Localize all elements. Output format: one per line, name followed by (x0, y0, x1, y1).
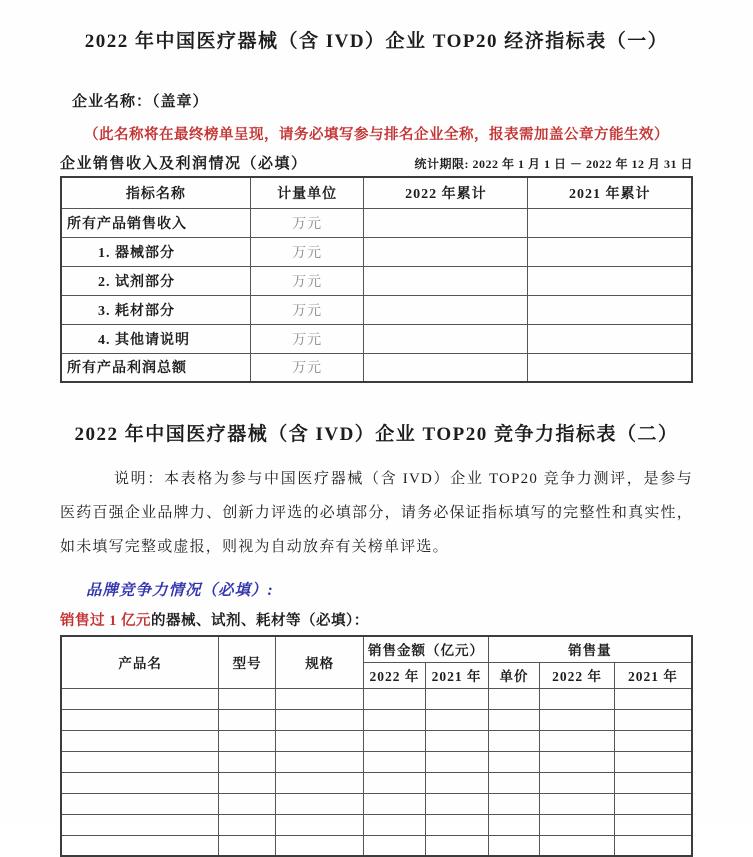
unit-price-cell (488, 835, 540, 856)
volume-2021-cell (614, 814, 692, 835)
product-name-cell (61, 751, 219, 772)
measure-unit-cell: 万元 (250, 208, 364, 237)
spec-cell (276, 814, 364, 835)
product-name-cell (61, 709, 219, 730)
amount-2022-cell (364, 793, 425, 814)
volume-2022-cell (540, 814, 614, 835)
value-2021-cell (528, 266, 692, 295)
instructions-paragraph: 说明：本表格为参与中国医疗器械（含 IVD）企业 TOP20 竞争力测评，是参与医药百强企业品牌力、创新力评选的必填部分，请务必保证指标填写的完整性和真实性，如未填写完整或虚报，则视为自动放弃有关榜单评选。 (60, 471, 693, 555)
volume-2021-cell (614, 709, 692, 730)
product-sales-row (61, 835, 692, 856)
header-volume-2021: 2021 年 (614, 662, 692, 688)
header-amount-2022: 2022 年 (364, 662, 425, 688)
model-cell (219, 688, 276, 709)
model-cell (219, 814, 276, 835)
header-unit-price: 单价 (488, 662, 540, 688)
sales-over-100m-black-part: 的器械、试剂、耗材等（必填）： (151, 613, 369, 629)
page-content (60, 90, 693, 857)
volume-2021-cell (614, 835, 692, 856)
product-name-cell (61, 793, 219, 814)
sales-profit-row (61, 295, 692, 324)
unit-price-cell (488, 751, 540, 772)
product-name-cell (61, 730, 219, 751)
amount-2021-cell (425, 772, 488, 793)
sales-profit-row (61, 324, 692, 353)
competitiveness-table-title: 2022 年中国医疗器械（含 IVD）企业 TOP20 竞争力指标表（二） (74, 424, 679, 445)
header-product-name: 产品名 (61, 636, 219, 688)
company-name-label: 企业名称：（盖章） (72, 94, 209, 110)
product-name-cell (61, 688, 219, 709)
product-table-header-row1 (61, 636, 692, 662)
indicator-name-cell: 4. 其他请说明 (61, 324, 250, 353)
spec-cell (276, 730, 364, 751)
brand-competitiveness-heading: 品牌竞争力情况（必填）: (86, 582, 274, 599)
indicator-name-cell: 1. 器械部分 (61, 237, 250, 266)
volume-2021-cell (614, 772, 692, 793)
value-2021-cell (528, 237, 692, 266)
indicator-name-cell: 2. 试剂部分 (61, 266, 250, 295)
amount-2021-cell (425, 835, 488, 856)
spec-cell (276, 793, 364, 814)
header-sales-amount-group: 销售金额（亿元） (364, 636, 488, 662)
sales-profit-section-label: 企业销售收入及利润情况（必填） (60, 156, 308, 172)
header-indicator-name: 指标名称 (61, 177, 250, 208)
company-name-red-note: （此名称将在最终榜单呈现，请务必填写参与排名企业全称，报表需加盖公章方能生效） (84, 127, 669, 143)
amount-2022-cell (364, 688, 425, 709)
unit-price-cell (488, 730, 540, 751)
spec-cell (276, 835, 364, 856)
spec-cell (276, 688, 364, 709)
product-sales-row (61, 730, 692, 751)
indicator-name-cell: 所有产品销售收入 (61, 208, 250, 237)
volume-2022-cell (540, 688, 614, 709)
header-2021-total: 2021 年累计 (528, 177, 692, 208)
volume-2021-cell (614, 793, 692, 814)
volume-2022-cell (540, 793, 614, 814)
sales-profit-row (61, 208, 692, 237)
sales-profit-row (61, 353, 692, 382)
model-cell (219, 772, 276, 793)
indicator-name-cell: 所有产品利润总额 (61, 353, 250, 382)
volume-2022-cell (540, 772, 614, 793)
unit-price-cell (488, 814, 540, 835)
model-cell (219, 709, 276, 730)
value-2022-cell (364, 266, 528, 295)
sales-over-100m-red-part: 销售过 1 亿元 (60, 613, 151, 629)
volume-2021-cell (614, 730, 692, 751)
amount-2021-cell (425, 730, 488, 751)
product-name-cell (61, 835, 219, 856)
volume-2022-cell (540, 835, 614, 856)
amount-2021-cell (425, 793, 488, 814)
product-sales-row (61, 793, 692, 814)
header-model: 型号 (219, 636, 276, 688)
value-2022-cell (364, 237, 528, 266)
model-cell (219, 793, 276, 814)
volume-2022-cell (540, 709, 614, 730)
header-amount-2021: 2021 年 (425, 662, 488, 688)
header-volume-2022: 2022 年 (540, 662, 614, 688)
model-cell (219, 751, 276, 772)
header-spec: 规格 (276, 636, 364, 688)
value-2022-cell (364, 295, 528, 324)
sales-profit-header-row (61, 177, 692, 208)
value-2021-cell (528, 208, 692, 237)
amount-2021-cell (425, 814, 488, 835)
measure-unit-cell: 万元 (250, 353, 364, 382)
header-sales-volume-group: 销售量 (488, 636, 692, 662)
unit-price-cell (488, 772, 540, 793)
indicator-name-cell: 3. 耗材部分 (61, 295, 250, 324)
volume-2021-cell (614, 688, 692, 709)
product-name-cell (61, 814, 219, 835)
volume-2022-cell (540, 730, 614, 751)
header-measure-unit: 计量单位 (250, 177, 364, 208)
unit-price-cell (488, 793, 540, 814)
product-sales-row (61, 688, 692, 709)
amount-2022-cell (364, 751, 425, 772)
value-2021-cell (528, 295, 692, 324)
product-sales-table (60, 635, 693, 857)
amount-2022-cell (364, 709, 425, 730)
volume-2022-cell (540, 751, 614, 772)
value-2022-cell (364, 208, 528, 237)
amount-2022-cell (364, 814, 425, 835)
economic-indicator-table-title: 2022 年中国医疗器械（含 IVD）企业 TOP20 经济指标表（一） (84, 31, 669, 52)
sales-profit-table (60, 176, 693, 383)
sales-profit-row (61, 266, 692, 295)
spec-cell (276, 709, 364, 730)
spec-cell (276, 772, 364, 793)
volume-2021-cell (614, 751, 692, 772)
measure-unit-cell: 万元 (250, 324, 364, 353)
amount-2021-cell (425, 751, 488, 772)
measure-unit-cell: 万元 (250, 295, 364, 324)
product-sales-row (61, 814, 692, 835)
amount-2022-cell (364, 772, 425, 793)
product-name-cell (61, 772, 219, 793)
product-sales-row (61, 772, 692, 793)
amount-2021-cell (425, 688, 488, 709)
amount-2021-cell (425, 709, 488, 730)
unit-price-cell (488, 709, 540, 730)
sales-profit-row (61, 237, 692, 266)
measure-unit-cell: 万元 (250, 266, 364, 295)
header-2022-total: 2022 年累计 (364, 177, 528, 208)
value-2022-cell (364, 353, 528, 382)
statistics-period-label: 统计期限: 2022 年 1 月 1 日 － 2022 年 12 月 31 日 (414, 157, 693, 171)
section1-header-row (60, 152, 693, 173)
amount-2022-cell (364, 730, 425, 751)
model-cell (219, 835, 276, 856)
unit-price-cell (488, 688, 540, 709)
product-sales-row (61, 751, 692, 772)
spec-cell (276, 751, 364, 772)
measure-unit-cell: 万元 (250, 237, 364, 266)
value-2022-cell (364, 324, 528, 353)
value-2021-cell (528, 324, 692, 353)
sales-over-100m-label (60, 609, 693, 630)
product-sales-row (61, 709, 692, 730)
amount-2022-cell (364, 835, 425, 856)
model-cell (219, 730, 276, 751)
value-2021-cell (528, 353, 692, 382)
